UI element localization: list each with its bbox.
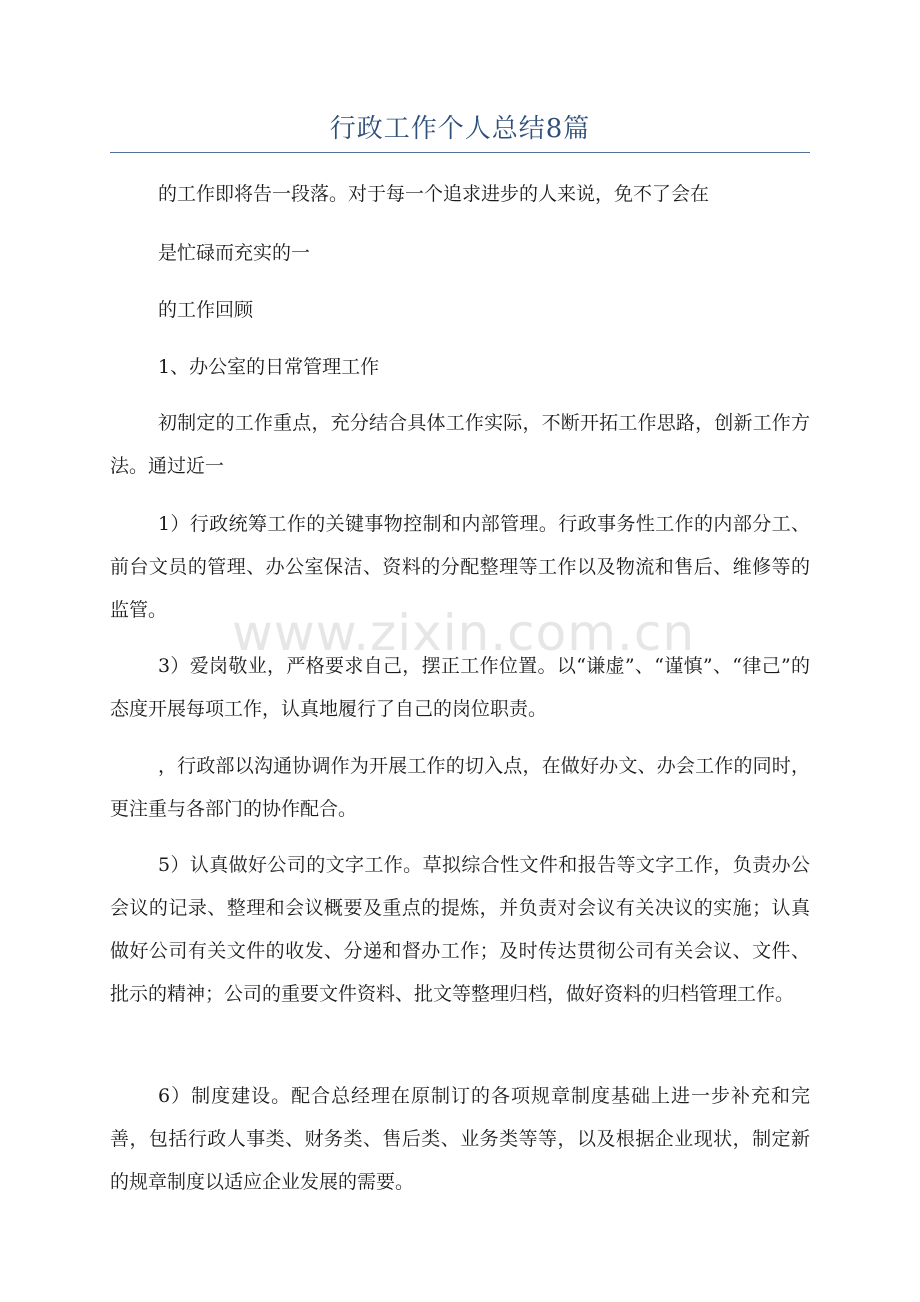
section-heading-office-management: 1、办公室的日常管理工作 xyxy=(158,356,380,378)
document-title: 行政工作个人总结8篇 xyxy=(329,114,591,144)
paragraph-10: 6）制度建设。配合总经理在原制订的各项规章制度基础上进一步补充和完善，包括行政人事类、财务类、售后类、业务类等等，以及根据企业现状，制定新的规章制度以适应企业发展的需要。 xyxy=(110,1085,810,1193)
paragraph-2: 是忙碌而充实的一 xyxy=(158,242,311,264)
paragraph-3: 的工作回顾 xyxy=(158,299,254,321)
paragraph-1: 的工作即将告一段落。对于每一个追求进步的人来说，免不了会在 xyxy=(158,183,710,205)
paragraph-8: ，行政部以沟通协调作为开展工作的切入点，在做好办文、办会工作的同时，更注重与各部门的协作配合。 xyxy=(110,755,810,820)
paragraph-10-block xyxy=(110,1075,810,1204)
paragraph-5-block xyxy=(110,402,810,488)
paragraph-3-block xyxy=(110,289,810,332)
paragraph-2-block xyxy=(110,232,810,275)
paragraph-7: 3）爱岗敬业，严格要求自己，摆正工作位置。以“谦虚”、“谨慎”、“律己”的态度开展每项工作，认真地履行了自己的岗位职责。 xyxy=(110,655,810,720)
paragraph-4-block xyxy=(110,346,810,389)
paragraph-8-block xyxy=(110,745,810,831)
watermark-text: www.zixin.com.cn xyxy=(232,604,696,662)
paragraph-9: 5）认真做好公司的文字工作。草拟综合性文件和报告等文字工作，负责办公会议的记录、整理和会议概要及重点的提炼，并负责对会议有关决议的实施；认真做好公司有关文件的收发、分递和督办工作；及时传达贯彻公司有关会议、文件、批示的精神；公司的重要文件资料、批文等整理归档，做好资料的归档管理工作。 xyxy=(110,854,810,1005)
title-underline xyxy=(110,152,810,153)
paragraph-1-block xyxy=(110,173,810,216)
paragraph-9-block xyxy=(110,844,810,1016)
paragraph-5: 初制定的工作重点，充分结合具体工作实际，不断开拓工作思路，创新工作方法。通过近一 xyxy=(110,412,810,477)
paragraph-6-block xyxy=(110,503,810,632)
paragraph-6: 1）行政统筹工作的关键事物控制和内部管理。行政事务性工作的内部分工、前台文员的管理、办公室保洁、资料的分配整理等工作以及物流和售后、维修等的监管。 xyxy=(110,513,810,621)
paragraph-7-block xyxy=(110,645,810,731)
